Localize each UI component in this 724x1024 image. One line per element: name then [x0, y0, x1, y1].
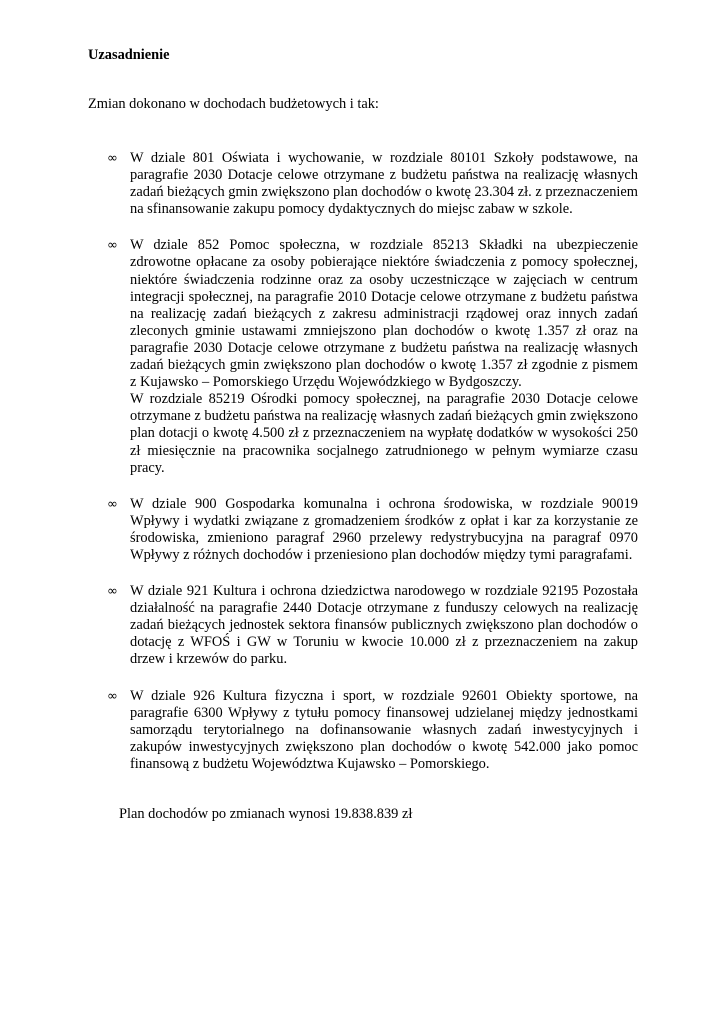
list-item-text: [130, 583, 638, 668]
list-item-text: [130, 237, 638, 476]
list-item: [0, 150, 724, 218]
list-item: [0, 583, 724, 668]
change-list: [0, 150, 724, 792]
intro-text: Zmian dokonano w dochodach budżetowych i tak:: [88, 96, 379, 112]
list-item-text: [130, 150, 638, 218]
paragraph: W rozdziale 85219 Ośrodki pomocy społecznej, na paragrafie 2030 Dotacje celowe otrzymane z budżetu państwa na realizację własnych zadań bieżących gmin zwiększono plan dotacji o kwotę 4.500 zł z przeznaczeniem na wypłatę dodatków w wysokości 250 zł miesięcznie na pracownika socjalnego zatrudnionego w pełnym wymiarze czasu pracy.: [130, 391, 638, 476]
paragraph: W dziale 921 Kultura i ochrona dziedzictwa narodowego w rozdziale 92195 Pozostała działalność na paragrafie 2440 Dotacje otrzymane z funduszy celowych na realizację zadań bieżących jednostek sektora finansów publicznych zwiększono plan dochodów o dotację z WFOŚ i GW w Toruniu w kwocie 10.000 zł z przeznaczeniem na zakup drzew i krzewów do parku.: [130, 583, 638, 668]
paragraph: W dziale 852 Pomoc społeczna, w rozdziale 85213 Składki na ubezpieczenie zdrowotne opłacane za osoby pobierające niektóre świadczenia z pomocy społecznej, niektóre świadczenia rodzinne oraz za osoby uczestniczące w zajęciach w centrum integracji społecznej, na paragrafie 2010 Dotacje celowe otrzymane z budżetu państwa na realizację zadań bieżących z zakresu administracji rządowej oraz innych zadań zleconych gminie ustawami zmniejszono plan dochodów o kwotę 1.357 zł oraz na paragrafie 2030 Dotacje celowe otrzymane z budżetu państwa na realizację własnych zadań bieżących gmin zwiększono plan dochodów o kwotę 1.357 zł zgodnie z pismem z Kujawsko – Pomorskiego Urzędu Wojewódzkiego w Bydgoszczy.: [130, 237, 638, 391]
infinity-bullet-icon: ∞: [107, 584, 118, 600]
list-item-text: [130, 688, 638, 773]
document-heading: Uzasadnienie: [88, 47, 170, 63]
list-item-text: [130, 496, 638, 564]
summary-text: Plan dochodów po zmianach wynosi 19.838.839 zł: [119, 806, 413, 822]
list-item: [0, 237, 724, 476]
infinity-bullet-icon: ∞: [107, 688, 118, 704]
infinity-bullet-icon: ∞: [107, 151, 118, 166]
paragraph: W dziale 900 Gospodarka komunalna i ochrona środowiska, w rozdziale 90019 Wpływy i wydatki związane z gromadzeniem środków z opłat i kar za korzystanie ze środowiska, zmieniono paragraf 2960 przelewy redystrybucyjna na paragraf 0970 Wpływy z różnych dochodów i przeniesiono plan dochodów między tymi paragrafami.: [130, 495, 638, 563]
list-item: [0, 496, 724, 564]
paragraph: W dziale 801 Oświata i wychowanie, w rozdziale 80101 Szkoły podstawowe, na paragrafie 2030 Dotacje celowe otrzymane z budżetu państwa na realizację własnych zadań bieżących gmin zwiększono plan dochodów o kwotę 23.304 zł. z przeznaczeniem na sfinansowanie zakupu pomocy dydaktycznych do miejsc zabaw w szkole.: [130, 150, 638, 218]
paragraph: W dziale 926 Kultura fizyczna i sport, w rozdziale 92601 Obiekty sportowe, na paragrafie 6300 Wpływy z tytułu pomocy finansowej udzielanej między jednostkami samorządu terytorialnego na dofinansowanie własnych zadań inwestycyjnych i zakupów inwestycyjnych zwiększono plan dochodów o kwotę 542.000 jako pomoc finansową z budżetu Województwa Kujawsko – Pomorskiego.: [130, 687, 638, 772]
infinity-bullet-icon: ∞: [107, 496, 118, 512]
list-item: [0, 688, 724, 773]
infinity-bullet-icon: ∞: [107, 238, 118, 254]
